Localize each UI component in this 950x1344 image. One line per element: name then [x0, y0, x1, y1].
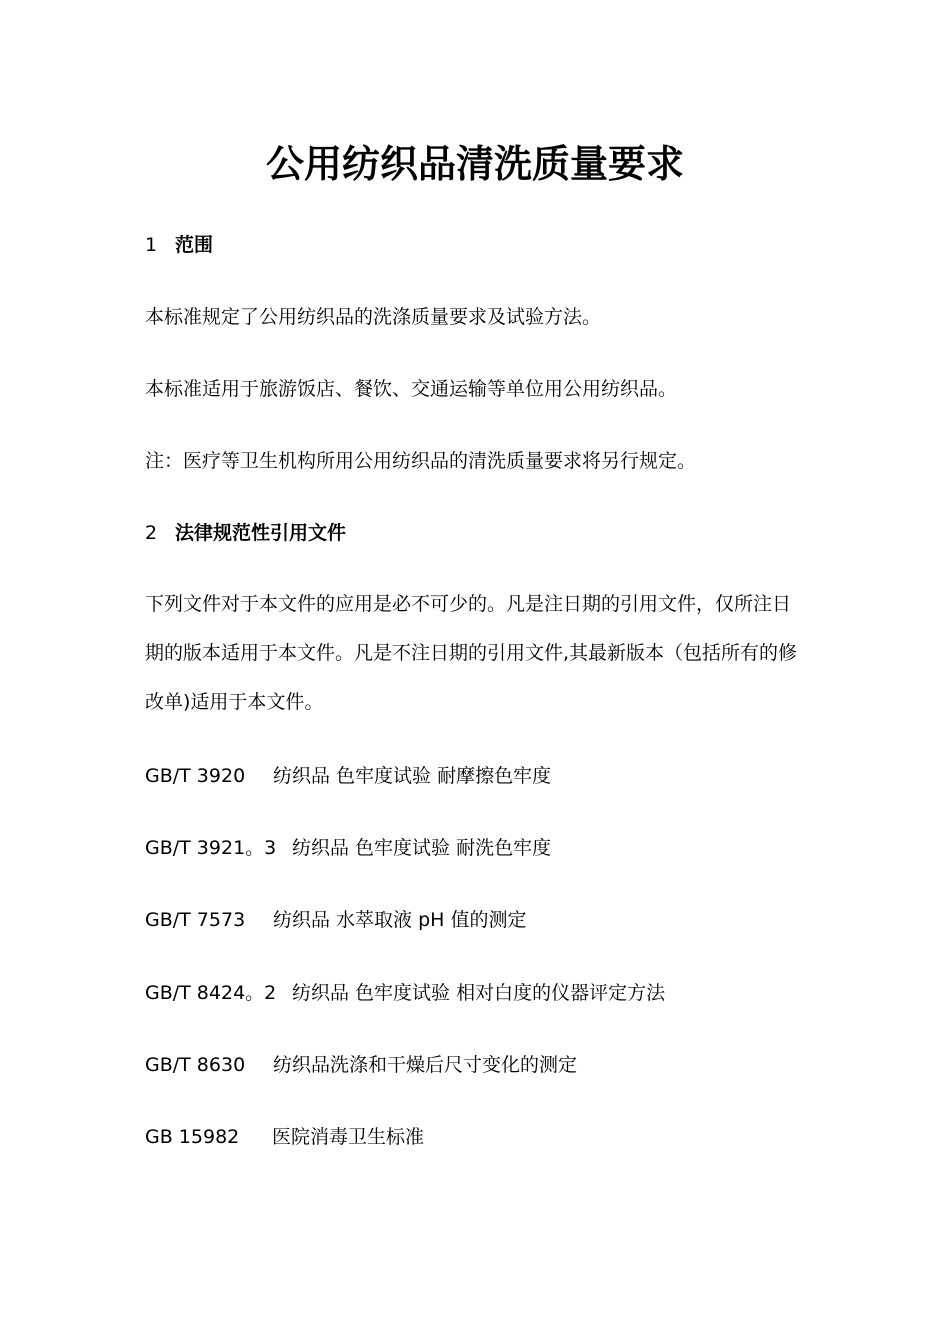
reference-item — [145, 763, 551, 789]
reference-code: GB/T 7573 — [145, 909, 246, 931]
reference-item — [145, 907, 526, 933]
reference-title: 医院消毒卫生标准 — [272, 1126, 425, 1148]
reference-item — [145, 1124, 424, 1150]
reference-title: 纺织品 色牢度试验 耐摩擦色牢度 — [273, 765, 552, 787]
intro-line: 改单)适用于本文件。 — [145, 691, 324, 713]
section-title: 法律规范性引用文件 — [175, 522, 347, 544]
reference-code: GB/T 8424。2 — [145, 982, 277, 1004]
reference-title: 纺织品 色牢度试验 耐洗色牢度 — [292, 837, 552, 859]
intro-line: 期的版本适用于本文件。凡是不注日期的引用文件,其最新版本（包括所有的修 — [145, 642, 798, 664]
reference-code: GB/T 3920 — [145, 765, 246, 787]
reference-item — [145, 835, 551, 861]
scope-paragraph: 本标准适用于旅游饭店、餐饮、交通运输等单位用公用纺织品。 — [145, 378, 678, 400]
document-title: 公用纺织品清洗质量要求 — [265, 142, 684, 186]
section-number: 1 — [145, 234, 158, 256]
section-heading-references — [145, 520, 346, 546]
reference-item — [145, 1052, 577, 1078]
reference-code: GB/T 3921。3 — [145, 837, 277, 859]
references-intro — [145, 580, 810, 727]
reference-title: 纺织品 色牢度试验 相对白度的仪器评定方法 — [292, 982, 666, 1004]
section-number: 2 — [145, 522, 158, 544]
section-title: 范围 — [175, 234, 214, 256]
reference-code: GB/T 8630 — [145, 1054, 246, 1076]
reference-title: 纺织品洗涤和干燥后尺寸变化的测定 — [273, 1054, 578, 1076]
reference-code: GB 15982 — [145, 1126, 240, 1148]
intro-line: 下列文件对于本文件的应用是必不可少的。凡是注日期的引用文件，仅所注日 — [145, 593, 792, 615]
section-heading-scope — [145, 232, 213, 258]
reference-item — [145, 980, 665, 1006]
scope-note: 注：医疗等卫生机构所用公用纺织品的清洗质量要求将另行规定。 — [145, 450, 697, 472]
reference-title: 纺织品 水萃取液 pH 值的测定 — [273, 909, 527, 931]
scope-paragraph: 本标准规定了公用纺织品的洗涤质量要求及试验方法。 — [145, 306, 602, 328]
